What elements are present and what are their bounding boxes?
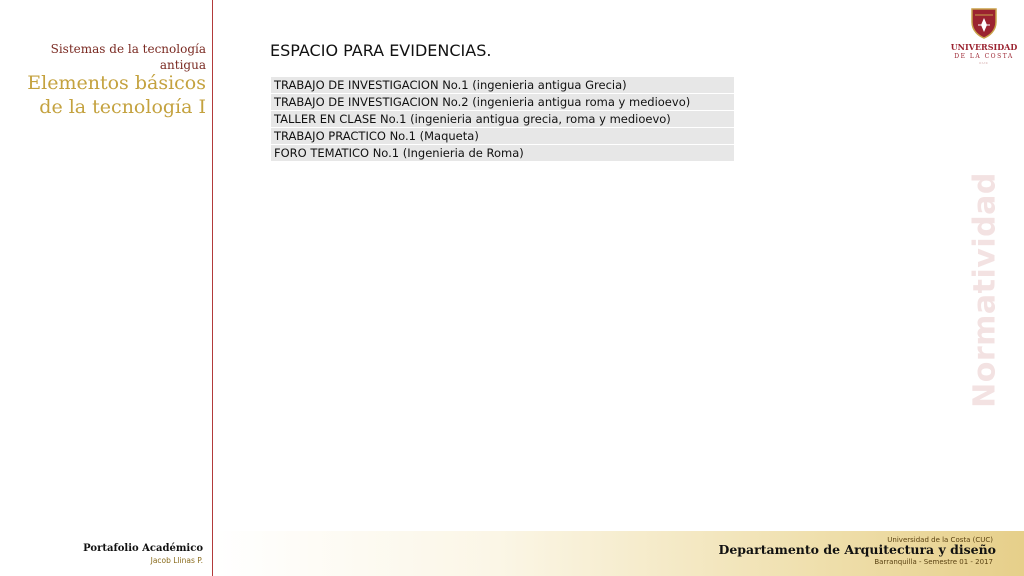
- logo-subtitle: DE LA COSTA: [954, 53, 1014, 60]
- logo-name: UNIVERSIDAD: [950, 42, 1018, 52]
- shield-icon: [969, 6, 999, 40]
- vertical-divider-line: [212, 0, 213, 576]
- normatividad-watermark: Normatividad: [967, 172, 1003, 408]
- course-subtitle: Sistemas de la tecnología antigua: [50, 42, 206, 72]
- evidence-item: TALLER EN CLASE No.1 (ingenieria antigua grecia, roma y medioevo): [271, 111, 734, 127]
- evidence-item: TRABAJO DE INVESTIGACION No.1 (ingenieria antigua Grecia): [271, 77, 734, 93]
- evidence-item: FORO TEMATICO No.1 (Ingenieria de Roma): [271, 145, 734, 161]
- footer-semester: Barranquilla - Semestre 01 - 2017: [874, 558, 993, 566]
- logo-tag: CUC: [979, 61, 989, 65]
- portfolio-author: Jacob Llinas P.: [150, 556, 203, 565]
- evidence-list: [271, 77, 734, 162]
- university-logo: [950, 6, 1018, 68]
- footer-university: Universidad de la Costa (CUC): [887, 536, 993, 544]
- evidence-item: TRABAJO PRACTICO No.1 (Maqueta): [271, 128, 734, 144]
- footer-department: Departamento de Arquitectura y diseño: [718, 542, 996, 557]
- evidence-item: TRABAJO DE INVESTIGACION No.2 (ingenieria antigua roma y medioevo): [271, 94, 734, 110]
- course-title: Elementos básicos de la tecnología I: [27, 72, 206, 118]
- section-title: ESPACIO PARA EVIDENCIAS.: [270, 41, 492, 60]
- portfolio-label: Portafolio Académico: [83, 543, 203, 554]
